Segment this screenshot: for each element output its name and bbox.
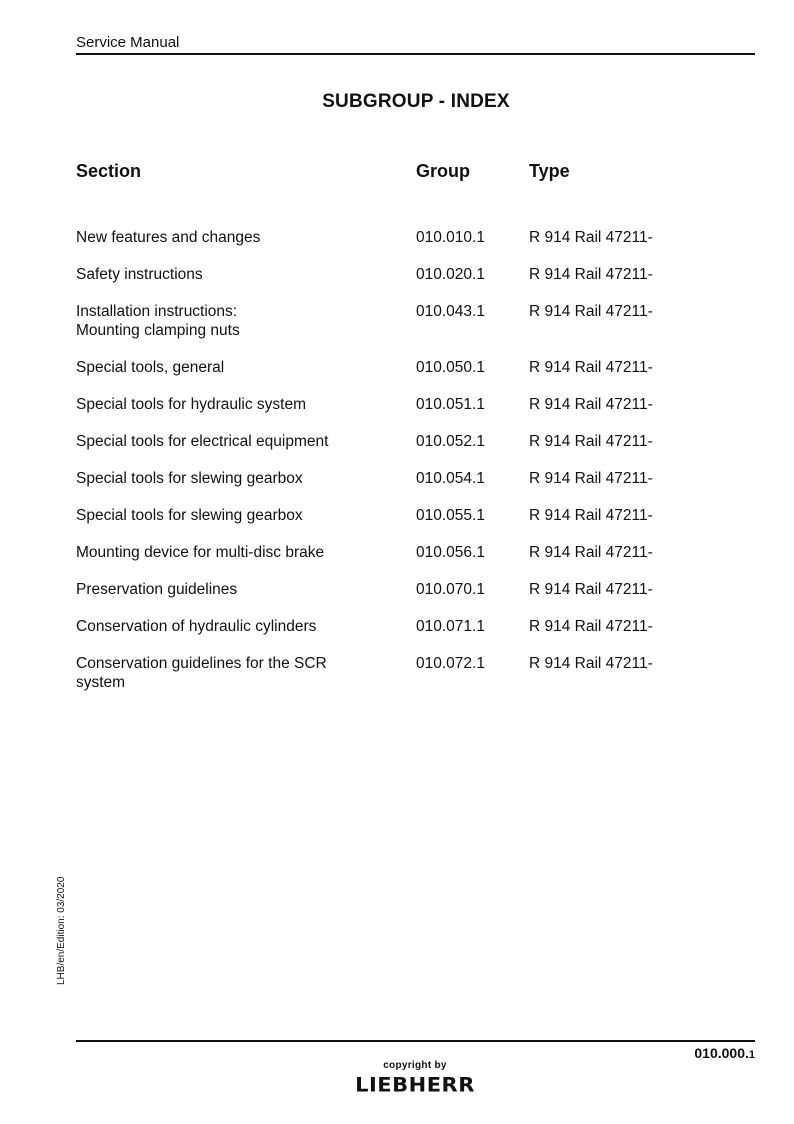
row-group: 010.052.1 <box>416 433 485 450</box>
footer-rule <box>76 1040 755 1042</box>
row-group: 010.020.1 <box>416 266 485 283</box>
table-row <box>0 469 794 506</box>
row-section-line1: Mounting device for multi-disc brake <box>76 544 325 561</box>
row-group: 010.072.1 <box>416 655 485 672</box>
row-type: R 914 Rail 47211- <box>529 618 653 635</box>
row-type: R 914 Rail 47211- <box>529 470 653 487</box>
row-type: R 914 Rail 47211- <box>529 303 653 320</box>
page-number <box>694 1045 755 1061</box>
row-section-line1: Preservation guidelines <box>76 581 238 598</box>
row-group: 010.056.1 <box>416 544 485 561</box>
row-section-line1: Installation instructions: <box>76 303 238 320</box>
row-type: R 914 Rail 47211- <box>529 229 653 246</box>
row-group: 010.054.1 <box>416 470 485 487</box>
row-section-line1: Special tools, general <box>76 359 225 376</box>
edition-note: LHB/en/Edition: 03/2020 <box>56 876 67 985</box>
row-section <box>76 654 396 692</box>
page-number-suffix: 1 <box>748 1049 755 1061</box>
row-section <box>76 506 396 525</box>
row-group: 010.010.1 <box>416 229 485 246</box>
table-row <box>0 617 794 654</box>
table-row <box>0 506 794 543</box>
row-section <box>76 543 396 562</box>
index-table <box>0 228 794 691</box>
row-section-line1: Safety instructions <box>76 266 203 283</box>
table-row <box>0 395 794 432</box>
row-group: 010.050.1 <box>416 359 485 376</box>
row-section <box>76 358 396 377</box>
row-type: R 914 Rail 47211- <box>529 581 653 598</box>
row-group: 010.055.1 <box>416 507 485 524</box>
page-number-main: 010.000. <box>694 1045 749 1061</box>
row-type: R 914 Rail 47211- <box>529 359 653 376</box>
row-type: R 914 Rail 47211- <box>529 507 653 524</box>
row-section-line1: Special tools for hydraulic system <box>76 396 307 413</box>
row-section-line2: Mounting clamping nuts <box>76 322 240 339</box>
row-type: R 914 Rail 47211- <box>529 396 653 413</box>
table-row <box>0 358 794 395</box>
header-rule <box>76 53 755 55</box>
page-title: SUBGROUP - INDEX <box>322 91 510 112</box>
row-type: R 914 Rail 47211- <box>529 266 653 283</box>
row-section <box>76 302 396 340</box>
row-section-line2: system <box>76 674 126 691</box>
column-header-type: Type <box>529 161 570 181</box>
table-row <box>0 302 794 358</box>
row-group: 010.051.1 <box>416 396 485 413</box>
row-section <box>76 469 396 488</box>
table-row <box>0 543 794 580</box>
column-header-group: Group <box>416 161 470 181</box>
row-group: 010.071.1 <box>416 618 485 635</box>
row-section <box>76 395 396 414</box>
row-type: R 914 Rail 47211- <box>529 433 653 450</box>
brand-logo: LIEBHERR <box>355 1073 475 1097</box>
row-section-line1: Special tools for slewing gearbox <box>76 507 303 524</box>
row-section-line1: Special tools for electrical equipment <box>76 433 329 450</box>
header-title: Service Manual <box>76 34 180 51</box>
column-header-section: Section <box>76 161 142 181</box>
row-group: 010.070.1 <box>416 581 485 598</box>
row-section <box>76 432 396 451</box>
table-row <box>0 580 794 617</box>
row-section <box>76 265 396 284</box>
row-section <box>76 617 396 636</box>
copyright-text: copyright by <box>383 1060 447 1071</box>
row-section <box>76 228 396 247</box>
table-row <box>0 432 794 469</box>
table-row <box>0 228 794 265</box>
row-section-line1: Special tools for slewing gearbox <box>76 470 303 487</box>
row-section <box>76 580 396 599</box>
table-row <box>0 654 794 691</box>
table-row <box>0 265 794 302</box>
row-type: R 914 Rail 47211- <box>529 544 653 561</box>
row-group: 010.043.1 <box>416 303 485 320</box>
row-section-line1: Conservation guidelines for the SCR <box>76 655 327 672</box>
row-type: R 914 Rail 47211- <box>529 655 653 672</box>
row-section-line1: Conservation of hydraulic cylinders <box>76 618 317 635</box>
row-section-line1: New features and changes <box>76 229 261 246</box>
